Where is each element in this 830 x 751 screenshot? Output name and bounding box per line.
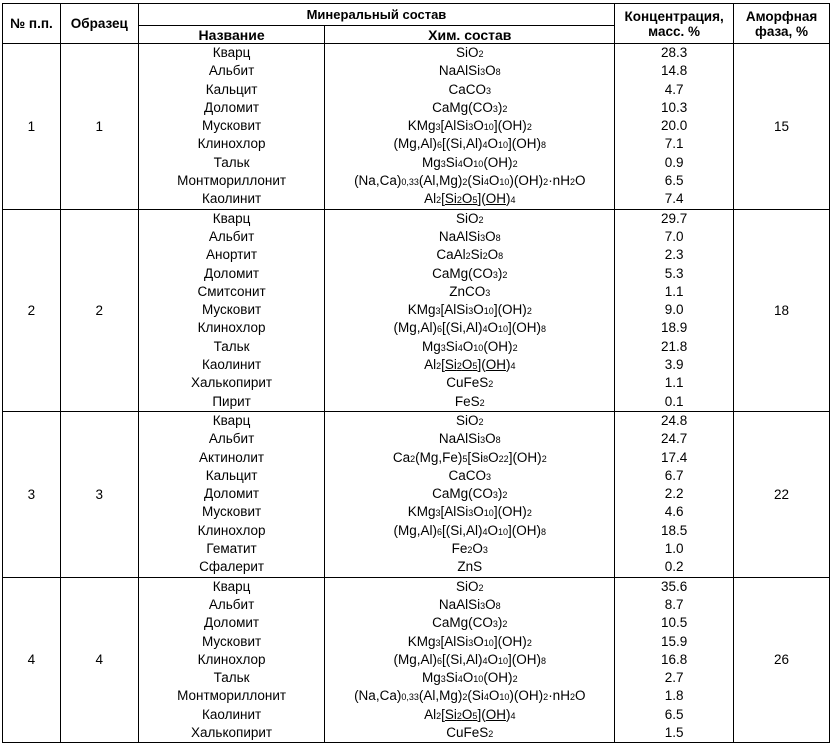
sample-number-value: 3: [27, 486, 36, 502]
mineral-names: [138, 44, 325, 210]
mineral-concentration: 14.8: [660, 63, 688, 79]
header-chem-label: Хим. состав: [428, 26, 512, 43]
mineral-name: Альбит: [208, 596, 255, 612]
sample-number: [3, 209, 61, 411]
header-mineral-composition-label: Минеральный состав: [306, 7, 447, 22]
amorphous-phase-value: 22: [774, 486, 790, 502]
mineral-formula: (Na,Ca)0,33(Al,Mg)2(Si4O10)(OH)2·nH2O: [354, 173, 586, 189]
mineral-concentration: 7.1: [664, 136, 684, 152]
mineral-formula: Al2[Si2O5](OH)4: [424, 357, 516, 373]
mineral-formula: CaMg(CO3)2: [432, 615, 508, 631]
mineral-concentration: 0.9: [664, 154, 684, 170]
mineral-names: [138, 209, 325, 411]
sample-id: [60, 411, 138, 577]
sample-id-value: 2: [95, 302, 104, 318]
header-name-label: Название: [198, 26, 265, 43]
amorphous-phase-value: 18: [774, 302, 790, 318]
amorphous-phase: [734, 577, 830, 743]
sample-number-value: 1: [27, 118, 36, 134]
sample-row: [3, 577, 830, 743]
mineral-formula: SiO2: [456, 210, 484, 226]
mineral-concentration: 0.1: [664, 393, 684, 409]
mineral-concentration: 8.7: [664, 596, 684, 612]
mineral-concentration: 18.9: [660, 320, 688, 336]
amorphous-phase: [734, 44, 830, 210]
mineral-name: Альбит: [208, 228, 255, 244]
mineral-name: Гематит: [206, 541, 257, 557]
mineral-concentration: 7.4: [664, 191, 684, 207]
mineral-name: Мусковит: [201, 633, 262, 649]
mineral-name: Тальк: [213, 670, 250, 686]
mineral-formula: CaMg(CO3)2: [432, 265, 508, 281]
mineral-formula: ZnCO3: [449, 283, 491, 299]
mineral-concentration: 20.0: [660, 118, 688, 134]
header-chem: [325, 26, 615, 44]
mineral-formula: CaCO3: [448, 467, 492, 483]
mineral-concentration: 3.9: [664, 357, 684, 373]
mineral-name: Кварц: [212, 210, 251, 226]
sample-id-value: 4: [95, 652, 104, 668]
mineral-name: Клинохлор: [197, 522, 266, 538]
mineral-name: Сфалерит: [199, 559, 265, 575]
mineral-concentration: 24.7: [660, 431, 688, 447]
mineral-concentration: 7.0: [664, 228, 684, 244]
sample-number-value: 4: [27, 652, 36, 668]
sample-number: [3, 44, 61, 210]
mineral-formula: KMg3[AlSi3O10](OH)2: [407, 504, 532, 520]
mineral-formula: CaMg(CO3)2: [432, 99, 508, 115]
mineral-name: Доломит: [204, 99, 260, 115]
mineral-concentration: 35.6: [660, 578, 688, 594]
mineral-concentration: 6.5: [664, 706, 684, 722]
mineral-formula: CaMg(CO3)2: [432, 486, 508, 502]
sample-row: [3, 411, 830, 577]
mineral-names: [138, 577, 325, 743]
sample-row: [3, 209, 830, 411]
mineral-formula: Al2[Si2O5](OH)4: [424, 706, 516, 722]
mineral-formula: (Mg,Al)6[(Si,Al)4O10](OH)8: [393, 522, 547, 538]
mineral-concentration: 1.1: [664, 375, 684, 391]
mineral-name: Смитсонит: [197, 283, 266, 299]
mineral-name: Каолинит: [201, 706, 262, 722]
amorphous-phase-value: 26: [774, 652, 790, 668]
mineral-concentrations: [615, 577, 734, 743]
header-num: [3, 4, 61, 44]
mineral-name: Альбит: [208, 63, 255, 79]
mineral-formulas: [325, 209, 615, 411]
amorphous-phase: [734, 411, 830, 577]
mineral-formula: (Mg,Al)6[(Si,Al)4O10](OH)8: [393, 651, 547, 667]
mineral-name: Клинохлор: [197, 651, 266, 667]
mineral-name: Кальцит: [205, 467, 258, 483]
mineral-formula: CaAl2Si2O8: [436, 247, 504, 263]
mineral-formula: (Na,Ca)0,33(Al,Mg)2(Si4O10)(OH)2·nH2O: [354, 688, 586, 704]
header-sample-label: Образец: [70, 16, 128, 31]
mineral-concentration: 9.0: [664, 302, 684, 318]
mineral-formula: SiO2: [456, 412, 484, 428]
mineral-formula: (Mg,Al)6[(Si,Al)4O10](OH)8: [393, 136, 547, 152]
sample-id-value: 3: [95, 486, 104, 502]
mineral-name: Пирит: [212, 393, 251, 409]
mineral-composition-table: [2, 3, 830, 743]
mineral-concentration: 15.9: [660, 633, 688, 649]
mineral-name: Тальк: [213, 154, 250, 170]
mineral-formula: NaAlSi3O8: [438, 228, 501, 244]
sample-number: [3, 411, 61, 577]
mineral-names: [138, 411, 325, 577]
mineral-name: Тальк: [213, 338, 250, 354]
mineral-name: Анортит: [206, 247, 258, 263]
mineral-formula: Ca2(Mg,Fe)5[Si8O22](OH)2: [392, 449, 547, 465]
table-body: [3, 44, 830, 743]
mineral-concentration: 17.4: [660, 449, 688, 465]
mineral-concentration: 1.1: [664, 283, 684, 299]
mineral-formula: (Mg,Al)6[(Si,Al)4O10](OH)8: [393, 320, 547, 336]
sample-row: [3, 44, 830, 210]
mineral-concentrations: [615, 209, 734, 411]
mineral-concentration: 28.3: [660, 45, 688, 60]
mineral-name: Халькопирит: [191, 724, 273, 740]
amorphous-phase-value: 15: [774, 118, 790, 134]
mineral-name: Кальцит: [205, 81, 258, 97]
mineral-formula: NaAlSi3O8: [438, 63, 501, 79]
sample-number-value: 2: [27, 302, 36, 318]
mineral-concentration: 2.2: [664, 486, 684, 502]
mineral-name: Монтмориллонит: [177, 688, 287, 704]
mineral-concentration: 6.5: [664, 173, 684, 189]
mineral-concentration: 2.7: [664, 670, 684, 686]
mineral-formula: FeS2: [454, 393, 485, 409]
mineral-formula: Mg3Si4O10(OH)2: [421, 338, 518, 354]
mineral-formula: Mg3Si4O10(OH)2: [421, 670, 518, 686]
mineral-formula: KMg3[AlSi3O10](OH)2: [407, 302, 532, 318]
header-concentration-label: Концентрация, масс. %: [624, 8, 724, 39]
mineral-formula: KMg3[AlSi3O10](OH)2: [407, 118, 532, 134]
sample-id: [60, 577, 138, 743]
mineral-concentration: 24.8: [660, 412, 688, 428]
mineral-name: Мусковит: [201, 118, 262, 134]
mineral-concentration: 1.8: [664, 688, 684, 704]
mineral-concentration: 2.3: [664, 247, 684, 263]
mineral-name: Каолинит: [201, 191, 262, 207]
mineral-concentration: 16.8: [660, 651, 688, 667]
mineral-concentration: 29.7: [660, 210, 688, 226]
mineral-formula: NaAlSi3O8: [438, 431, 501, 447]
mineral-name: Кварц: [212, 45, 251, 60]
mineral-name: Мусковит: [201, 504, 262, 520]
mineral-concentration: 1.0: [664, 541, 684, 557]
header-name: [138, 26, 325, 44]
mineral-concentration: 4.6: [664, 504, 684, 520]
header-concentration: [615, 4, 734, 44]
amorphous-phase: [734, 209, 830, 411]
mineral-formula: NaAlSi3O8: [438, 596, 501, 612]
mineral-concentration: 0.2: [664, 559, 684, 575]
sample-id: [60, 209, 138, 411]
mineral-name: Клинохлор: [197, 136, 266, 152]
mineral-formula: ZnS: [457, 559, 483, 575]
mineral-concentration: 5.3: [664, 265, 684, 281]
mineral-formulas: [325, 577, 615, 743]
mineral-concentrations: [615, 44, 734, 210]
mineral-name: Кварц: [212, 578, 251, 594]
header-sample: [60, 4, 138, 44]
mineral-formula: CuFeS2: [446, 375, 494, 391]
mineral-concentration: 4.7: [664, 81, 684, 97]
mineral-concentration: 6.7: [664, 467, 684, 483]
mineral-formula: Mg3Si4O10(OH)2: [421, 154, 518, 170]
mineral-name: Доломит: [204, 265, 260, 281]
mineral-formula: KMg3[AlSi3O10](OH)2: [407, 633, 532, 649]
sample-id: [60, 44, 138, 210]
mineral-name: Кварц: [212, 412, 251, 428]
header-num-label: № п.п.: [10, 16, 53, 31]
mineral-formulas: [325, 411, 615, 577]
mineral-concentration: 18.5: [660, 522, 688, 538]
mineral-formulas: [325, 44, 615, 210]
mineral-formula: CaCO3: [448, 81, 492, 97]
header-amorphous: [734, 4, 830, 44]
mineral-formula: Fe2O3: [451, 541, 488, 557]
mineral-concentration: 10.5: [660, 615, 688, 631]
mineral-name: Халькопирит: [191, 375, 273, 391]
mineral-name: Доломит: [204, 486, 260, 502]
mineral-concentration: 1.5: [664, 724, 684, 740]
mineral-concentrations: [615, 411, 734, 577]
header-amorphous-label: Аморфная фаза, %: [745, 8, 818, 39]
mineral-formula: CuFeS2: [446, 724, 494, 740]
sample-id-value: 1: [95, 118, 104, 134]
sample-number: [3, 577, 61, 743]
mineral-concentration: 10.3: [660, 99, 688, 115]
mineral-name: Мусковит: [201, 302, 262, 318]
mineral-name: Актинолит: [199, 449, 265, 465]
mineral-name: Монтмориллонит: [177, 173, 287, 189]
mineral-formula: SiO2: [456, 45, 484, 60]
mineral-name: Доломит: [204, 615, 260, 631]
mineral-concentration: 21.8: [660, 338, 688, 354]
mineral-formula: SiO2: [456, 578, 484, 594]
mineral-name: Каолинит: [201, 357, 262, 373]
header-mineral-composition: [138, 4, 614, 26]
mineral-name: Альбит: [208, 431, 255, 447]
mineral-name: Клинохлор: [197, 320, 266, 336]
mineral-formula: Al2[Si2O5](OH)4: [424, 191, 516, 207]
